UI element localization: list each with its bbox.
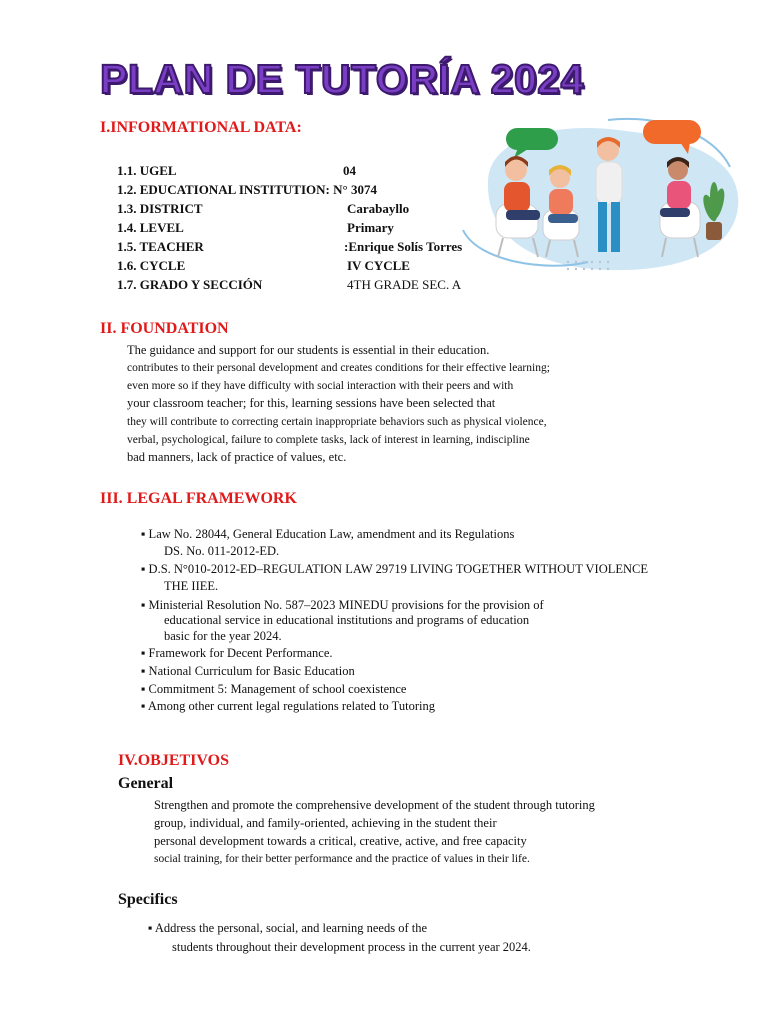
legal-item-cont: THE IIEE. [164,579,219,593]
legal-item-cont: basic for the year 2024. [164,629,282,643]
info-row-label: 1.1. UGEL [117,163,177,178]
page-title: PLAN DE TUTORÍA 2024 [100,56,584,102]
foundation-line: even more so if they have difficulty with social interaction with their peers and with [127,380,514,392]
info-row-label: 1.4. LEVEL [117,220,184,235]
info-row-value: IV CYCLE [347,258,410,273]
info-row-label: 1.6. CYCLE [117,258,186,273]
general-line: Strengthen and promote the comprehensive development of the student through tutoring [154,798,595,812]
legal-item: ▪ D.S. N°010-2012-ED–REGULATION LAW 29719 LIVING TOGETHER WITHOUT VIOLENCE [141,562,648,576]
section-heading-legal: III. LEGAL FRAMEWORK [100,490,297,507]
specifics-heading: Specifics [118,891,178,908]
general-heading: General [118,775,174,792]
info-row-label: 1.7. GRADO Y SECCIÓN [117,277,263,292]
foundation-line: verbal, psychological, failure to complete tasks, lack of interest in learning, indiscipline [127,434,530,446]
info-row-label: 1.3. DISTRICT [117,201,203,216]
legal-item: ▪ Law No. 28044, General Education Law, amendment and its Regulations [141,527,515,541]
legal-item: ▪ Ministerial Resolution No. 587–2023 MINEDU provisions for the provision of [141,598,544,612]
foundation-line: your classroom teacher; for this, learning sessions have been selected that [127,396,496,410]
legal-item: ▪ Framework for Decent Performance. [141,646,333,660]
section-heading-informational: I.INFORMATIONAL DATA: [100,119,302,136]
info-row-label: 1.5. TEACHER [117,239,204,254]
legal-item-cont: DS. No. 011-2012-ED. [164,544,280,558]
info-row-value: Carabayllo [347,201,410,216]
info-row-value: Primary [347,220,394,235]
specifics-line: students throughout their development process in the current year 2024. [172,940,531,954]
tutoring-group-illustration [448,112,748,282]
info-row-value: 04 [343,163,356,178]
foundation-line: contributes to their personal development and creates conditions for their effective learning; [127,362,550,374]
general-line: social training, for their better performance and the practice of values in their life. [154,853,530,865]
info-row-value: 4TH GRADE SEC. A [347,277,462,292]
info-row-label: 1.2. EDUCATIONAL INSTITUTION: N° 3074 [117,182,377,197]
info-row-value: :Enrique Solís Torres [344,239,463,254]
section-heading-objectives: IV.OBJETIVOS [118,752,229,769]
legal-item-cont: educational service in educational institutions and programs of education [164,613,530,627]
specifics-line: ▪ Address the personal, social, and learning needs of the [148,921,428,935]
general-line: personal development towards a critical, creative, active, and free capacity [154,834,527,848]
legal-item: ▪ Commitment 5: Management of school coexistence [141,682,407,696]
foundation-line: The guidance and support for our students is essential in their education. [127,343,490,357]
section-heading-foundation: II. FOUNDATION [100,320,229,337]
foundation-line: bad manners, lack of practice of values, etc. [127,450,347,464]
general-line: group, individual, and family-oriented, achieving in the student their [154,816,497,830]
legal-item: ▪ National Curriculum for Basic Education [141,664,355,678]
foundation-line: they will contribute to correcting certain inappropriate behaviors such as physical violence, [127,416,547,428]
legal-item: ▪ Among other current legal regulations related to Tutoring [141,699,435,713]
